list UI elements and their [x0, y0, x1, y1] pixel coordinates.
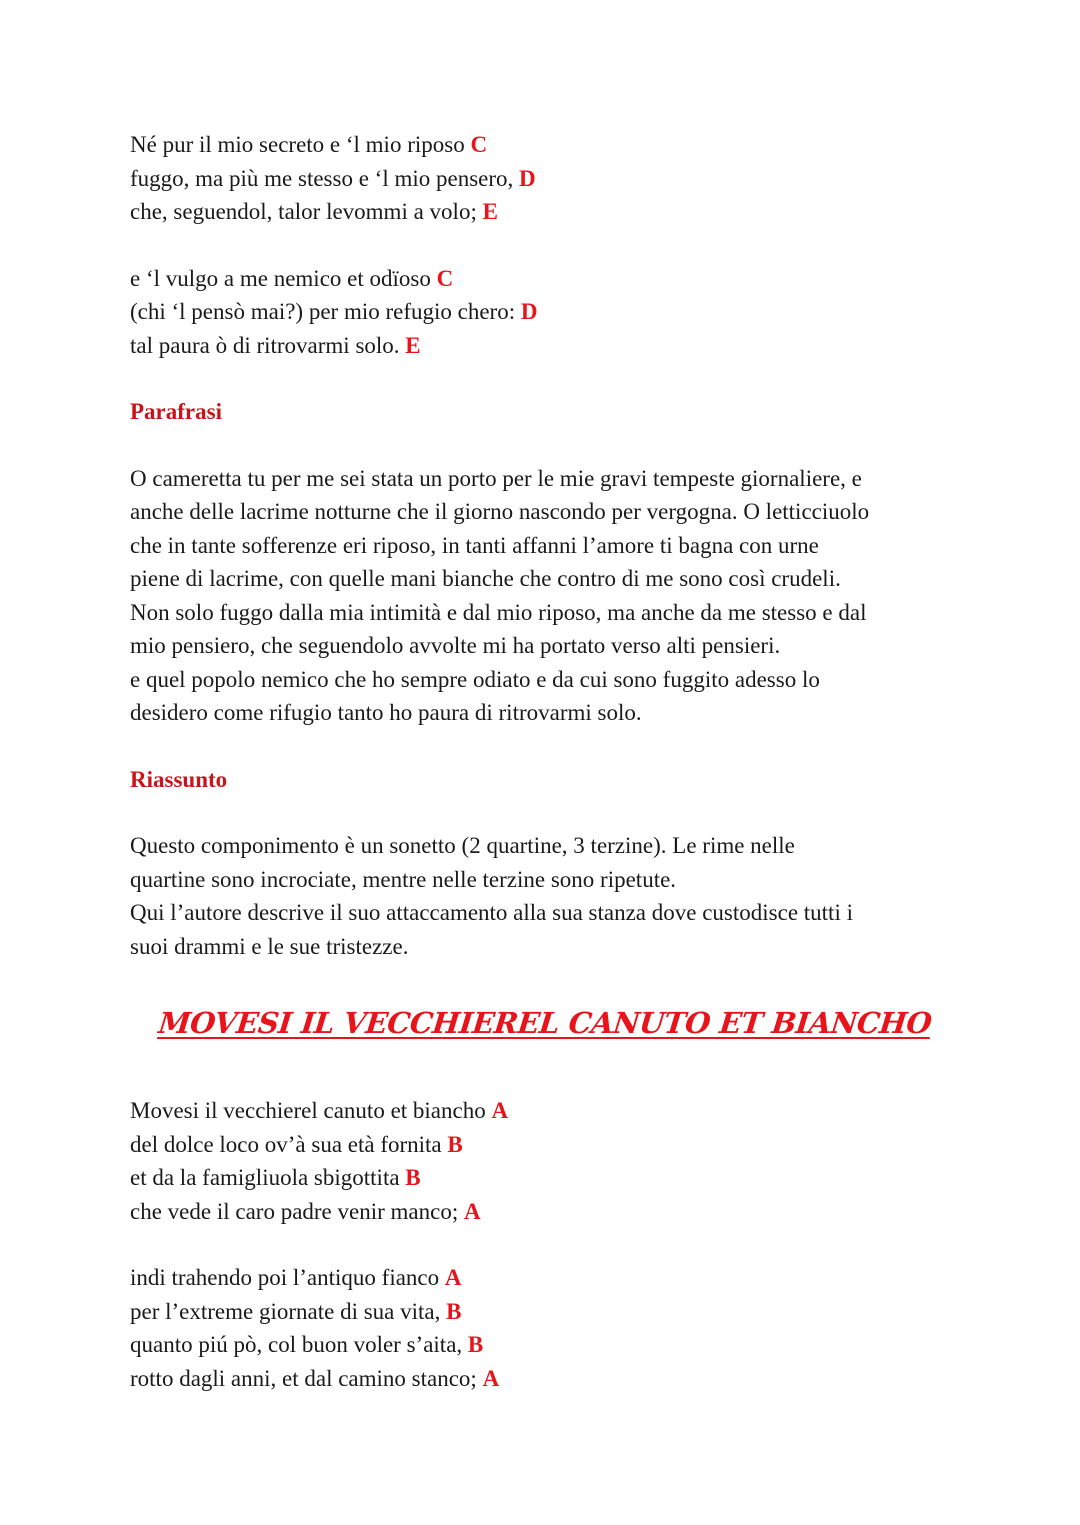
rhyme-letter: B	[447, 1131, 463, 1157]
prose-line: mio pensiero, che seguendolo avvolte mi ha portato verso alti pensieri.	[130, 633, 781, 658]
verse-line: quanto piú pò, col buon voler s’aita, B	[130, 1332, 484, 1357]
riassunto-heading: Riassunto	[130, 766, 228, 792]
verse-line: che, seguendol, talor levommi a volo; E	[130, 199, 498, 224]
rhyme-letter: A	[491, 1098, 509, 1123]
riassunto-text	[130, 829, 960, 963]
rhyme-letter: B	[405, 1165, 421, 1190]
rhyme-letter: E	[482, 199, 498, 224]
verse-line: fuggo, ma più me stesso e ‘l mio pensero, D	[130, 165, 536, 191]
verse-line: Movesi il vecchierel canuto et biancho A	[130, 1098, 509, 1123]
rhyme-letter: A	[463, 1198, 481, 1224]
prose-line: Questo componimento è un sonetto (2 quartine, 3 terzine). Le rime nelle	[130, 833, 795, 858]
rhyme-letter: A	[444, 1265, 462, 1290]
verse-line: e ‘l vulgo a me nemico et odïoso C	[130, 265, 454, 291]
prose-line: che in tante sofferenze eri riposo, in tanti affanni l’amore ti bagna con urne	[130, 532, 819, 558]
prose-line: suoi drammi e le sue tristezze.	[130, 933, 409, 959]
verse-line: per l’extreme giornate di sua vita, B	[130, 1298, 462, 1324]
verse-line: del dolce loco ov’à sua età fornita B	[130, 1131, 463, 1157]
rhyme-letter: B	[446, 1298, 462, 1324]
document-page	[130, 128, 960, 1395]
stanza-1	[130, 128, 960, 229]
rhyme-letter: D	[520, 299, 538, 324]
rhyme-letter: D	[519, 165, 536, 191]
prose-line: O cameretta tu per me sei stata un porto per le mie gravi tempeste giornaliere, e	[130, 465, 862, 491]
stanza-4	[130, 1261, 960, 1395]
prose-line: desidero come rifugio tanto ho paura di ritrovarmi solo.	[130, 700, 642, 725]
stanza-3	[130, 1094, 960, 1228]
prose-line: piene di lacrime, con quelle mani bianche che contro di me sono così crudeli.	[130, 566, 841, 591]
stanza-2	[130, 262, 960, 363]
prose-line: anche delle lacrime notturne che il giorno nascondo per vergogna. O letticciuolo	[130, 499, 870, 524]
verse-line: rotto dagli anni, et dal camino stanco; A	[130, 1365, 500, 1391]
rhyme-letter: A	[482, 1365, 500, 1391]
rhyme-letter: C	[436, 265, 454, 291]
rhyme-letter: B	[467, 1332, 484, 1357]
verse-line: (chi ‘l pensò mai?) per mio refugio chero: D	[130, 299, 538, 324]
parafrasi-heading: Parafrasi	[130, 399, 222, 424]
verse-line: tal paura ò di ritrovarmi solo. E	[130, 332, 421, 358]
parafrasi-text	[130, 462, 960, 730]
prose-line: Non solo fuggo dalla mia intimità e dal mio riposo, ma anche da me stesso e dal	[130, 599, 867, 625]
rhyme-letter: C	[470, 132, 488, 157]
verse-line: che vede il caro padre venir manco; A	[130, 1198, 481, 1224]
prose-line: e quel popolo nemico che ho sempre odiato e da cui sono fuggito adesso lo	[130, 666, 820, 692]
prose-line: Qui l’autore descrive il suo attaccamento alla sua stanza dove custodisce tutti i	[130, 900, 853, 925]
verse-line: et da la famigliuola sbigottita B	[130, 1165, 421, 1190]
verse-line: indi trahendo poi l’antiquo fianco A	[130, 1265, 462, 1290]
rhyme-letter: E	[405, 332, 421, 358]
verse-line: Né pur il mio secreto e ‘l mio riposo C	[130, 132, 488, 157]
prose-line: quartine sono incrociate, mentre nelle terzine sono ripetute.	[130, 866, 677, 892]
poem-title: MOVESI IL VECCHIEREL CANUTO ET BIANCHO	[156, 1006, 934, 1040]
